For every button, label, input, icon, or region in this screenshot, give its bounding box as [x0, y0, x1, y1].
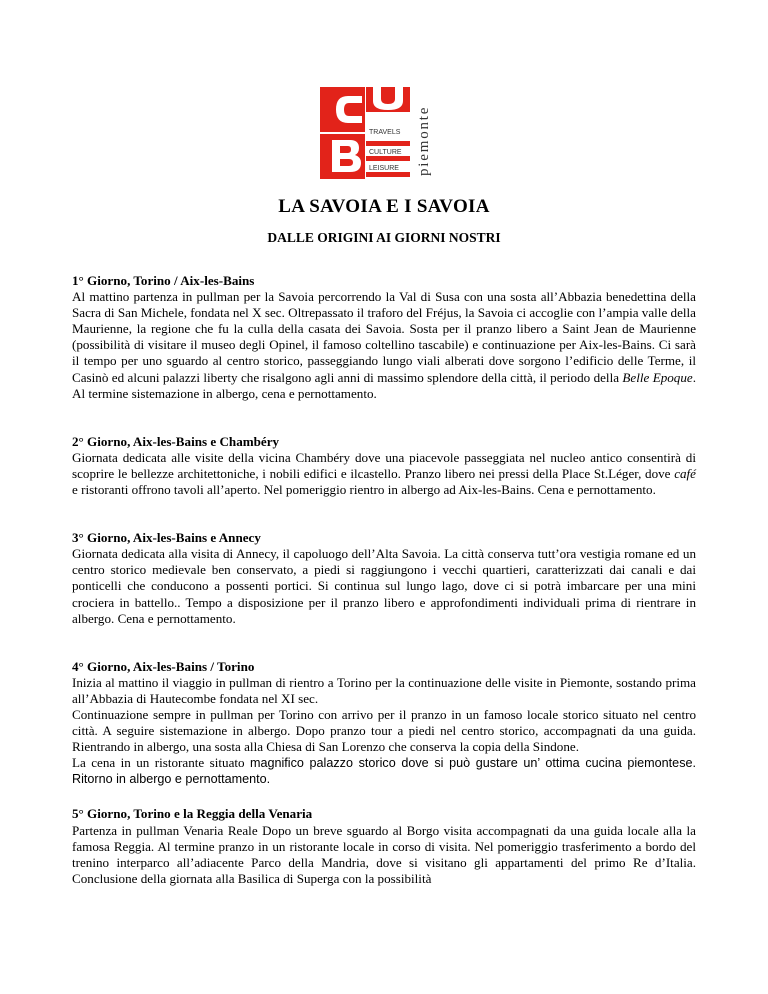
day-text-part: Giornata dedicata alle visite della vicina Chambéry dove una piacevole passeggiata nel nucleo antico consentirà di scoprire le bellezze architettoniche, i nobili edifici e ilcastello. Pranzo libero nei pressi della Place St.Léger, dove	[72, 449, 696, 481]
day-text-part: e ristoranti offrono tavoli all’aperto. Nel pomeriggio rientro in albergo ad Aix-les-Bains. Cena e pernottamento.	[72, 482, 656, 498]
day-heading: 4° Giorno, Aix-les-Bains / Torino	[72, 658, 255, 674]
cube-logo-graphic	[318, 82, 448, 182]
day-heading: 1° Giorno, Torino / Aix-les-Bains	[72, 273, 255, 288]
logo-bar-1	[366, 141, 410, 146]
day-paragraph: Inizia al mattino il viaggio in pullman di rientro a Torino per la continuazione delle visite in Piemonte, sostando prima all’Abbazia di Hautecombe fondata nel XI sec.	[72, 674, 696, 706]
day-text-part: La cena in un ristorante situato	[72, 755, 250, 771]
day-text-part: . Al termine sistemazione in albergo, cena e pernottamento.	[72, 369, 696, 401]
day-text-italic: café	[674, 465, 696, 481]
logo-letter-b	[332, 140, 361, 172]
day-paragraph	[72, 755, 696, 787]
day-2	[72, 434, 696, 498]
day-text-part: magnifico palazzo storico dove si può gustare un’ ottima cucina piemontese. Ritorno in albergo e pernottamento.	[72, 756, 696, 787]
day-description	[72, 450, 696, 498]
title-block	[0, 196, 768, 246]
page-title: LA SAVOIA E I SAVOIA	[278, 196, 490, 217]
day-description: Partenza in pullman Venaria Reale Dopo un breve sguardo al Borgo visita accompagnati da una guida locale alla la famosa Reggia. Al termine pranzo in un ristorante locale in corso di visita. Nel pomeriggio trasferimento a bordo del trenino interparco all’adiacente Parco della Mandria, dove si visitano gli appartamenti del primo Re d’Italia. Conclusione della giornata alla Basilica di Superga con la possibilità	[72, 822, 696, 886]
cube-logo	[318, 82, 448, 182]
logo-vertical-text: piemonte	[416, 105, 432, 176]
logo-word-culture: CULTURE	[369, 149, 402, 156]
day-heading: 2° Giorno, Aix-les-Bains e Chambéry	[72, 433, 280, 449]
day-3	[72, 530, 696, 627]
day-5	[72, 806, 696, 886]
itinerary	[72, 273, 696, 887]
day-text-part: Al mattino partenza in pullman per la Savoia percorrendo la Val di Susa con una sosta all’Abbazia benedettina della Sacra di San Michele, fondata nel X sec. Oltrepassato il traforo del Fréjus, la Savoia ci accoglie con l’ampia valle della Maurienne, la regione che fu la culla della casata dei Savoia. Sosta per il pranzo libero a Saint Jean de Maurienne (possibilità di visitare il museo degli Opinel, il famoso coltellino tascabile) e continuazione per Aix-les-Bains. Ci sarà il tempo per uno sguardo al centro storico, passeggiando lungo viali alberati dove sorgono l’edificio delle Terme, il Casinò ed alcuni palazzi liberty che risalgono agli anni di massimo splendore della città, il periodo della	[72, 289, 696, 385]
day-4	[72, 659, 696, 788]
day-description: Giornata dedicata alla visita di Annecy, il capoluogo dell’Alta Savoia. La città conserva tutt’ora vestigia romane ed un centro storico medievale ben conservato, a piedi si raggiungono i vecchi quartieri, caratterizzati dai canali e dai ponticelli che conducono a possenti portici. Si continua sul lungo lago, dove ci si potrà imbarcare per una mini crociera in battello.. Tempo a disposizione per il pranzo libero e approfondimenti individuali prima di rientrare in albergo. Cena e pernottamento.	[72, 546, 696, 626]
day-description	[72, 289, 696, 402]
logo-word-travels: TRAVELS	[369, 129, 401, 136]
logo-bar-2	[366, 156, 410, 161]
day-paragraph: Continuazione sempre in pullman per Torino con arrivo per il pranzo in un famoso locale storico situato nel centro città. A seguire sistemazione in albergo. Dopo pranzo tour a piedi nel centro storico, accompagnati da una guida. Rientrando in albergo, una sosta alla Chiesa di San Lorenzo che conserva la copia della Sindone.	[72, 706, 696, 755]
day-text-italic: Belle Epoque	[622, 369, 693, 385]
page-subtitle: DALLE ORIGINI AI GIORNI NOSTRI	[267, 230, 501, 245]
day-1	[72, 273, 696, 402]
day-heading: 3° Giorno, Aix-les-Bains e Annecy	[72, 530, 261, 546]
logo-bar-3	[366, 172, 410, 177]
day-heading: 5° Giorno, Torino e la Reggia della Venaria	[72, 806, 313, 822]
logo-word-leisure: LEISURE	[369, 165, 399, 172]
